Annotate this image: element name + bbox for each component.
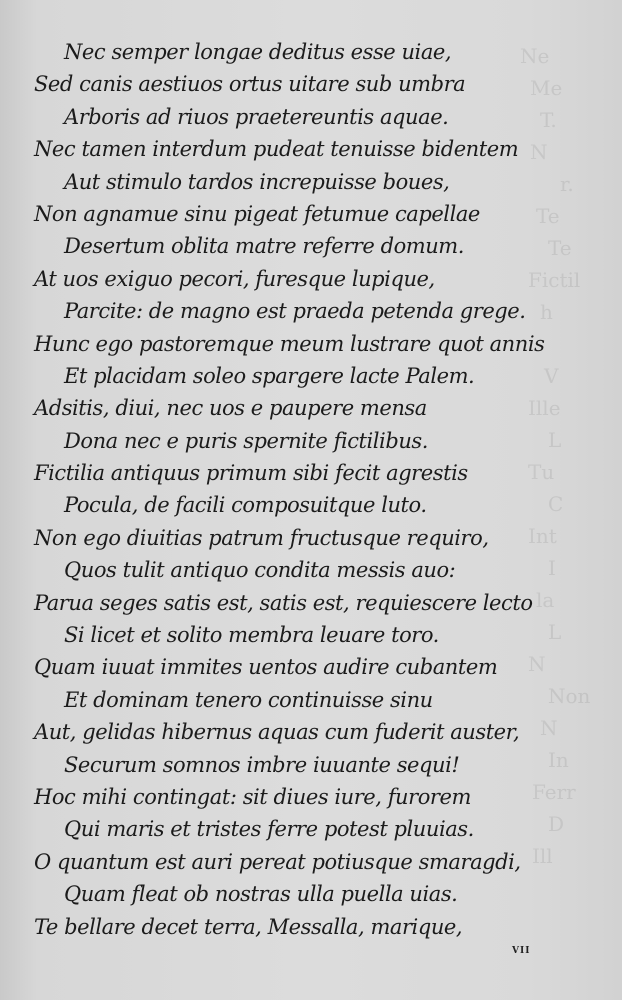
poem-line: Quam iuuat immites uentos audire cubantem (34, 655, 498, 680)
poem-line: Si licet et solito membra leuare toro. (64, 623, 439, 648)
poem-line: Non agnamue sinu pigeat fetumue capellae (34, 201, 480, 226)
poem-line: Hunc ego pastoremque meum lustrare quot annis (34, 331, 545, 356)
poem-line: Quam fleat ob nostras ulla puella uias. (64, 882, 458, 907)
poem-line: Et placidam soleo spargere lacte Palem. (64, 363, 475, 388)
poem-line: Securum somnos imbre iuuante sequi! (64, 752, 460, 777)
poem-text (0, 36, 622, 943)
page-number: vii (512, 942, 531, 957)
poem-line: Quos tulit antiquo condita messis auo: (64, 558, 456, 583)
poem-line: O quantum est auri pereat potiusque smaragdi, (34, 849, 521, 874)
poem-line: Qui maris et tristes ferre potest pluuias. (64, 817, 474, 842)
poem-line: Nec tamen interdum pudeat tenuisse bidentem (34, 137, 519, 162)
poem-line: Non ego diuitias patrum fructusque requiro, (34, 525, 489, 550)
poem-line: Fictilia antiquus primum sibi fecit agrestis (34, 461, 468, 486)
poem-line: Desertum oblita matre referre domum. (64, 234, 464, 259)
poem-line: Parua seges satis est, satis est, requiescere lecto (34, 590, 533, 615)
poem-line: Aut stimulo tardos increpuisse boues, (64, 169, 450, 194)
poem-line: Pocula, de facili composuitque luto. (64, 493, 427, 518)
poem-line: Te bellare decet terra, Messalla, marique, (34, 914, 463, 939)
poem-line: Parcite: de magno est praeda petenda grege. (64, 299, 526, 324)
poem-line: Hoc mihi contingat: sit diues iure, furorem (34, 784, 471, 809)
poem-line: Adsitis, diui, nec uos e paupere mensa (34, 396, 427, 421)
show-through-text: Ne Me T. N r. Te Te Fictil h V Ille L Tu C Int I la L N Non N In Ferr D Ill (520, 44, 591, 868)
poem-line: Sed canis aestiuos ortus uitare sub umbra (34, 72, 466, 97)
poem-line: Dona nec e puris spernite fictilibus. (64, 428, 428, 453)
poem-line: Arboris ad riuos praetereuntis aquae. (64, 104, 449, 129)
poem-line: Et dominam tenero continuisse sinu (64, 687, 433, 712)
poem-line: At uos exiguo pecori, furesque lupique, (34, 266, 435, 291)
poem-line: Aut, gelidas hibernus aquas cum fuderit auster, (34, 720, 520, 745)
poem-line: Nec semper longae deditus esse uiae, (64, 40, 452, 64)
